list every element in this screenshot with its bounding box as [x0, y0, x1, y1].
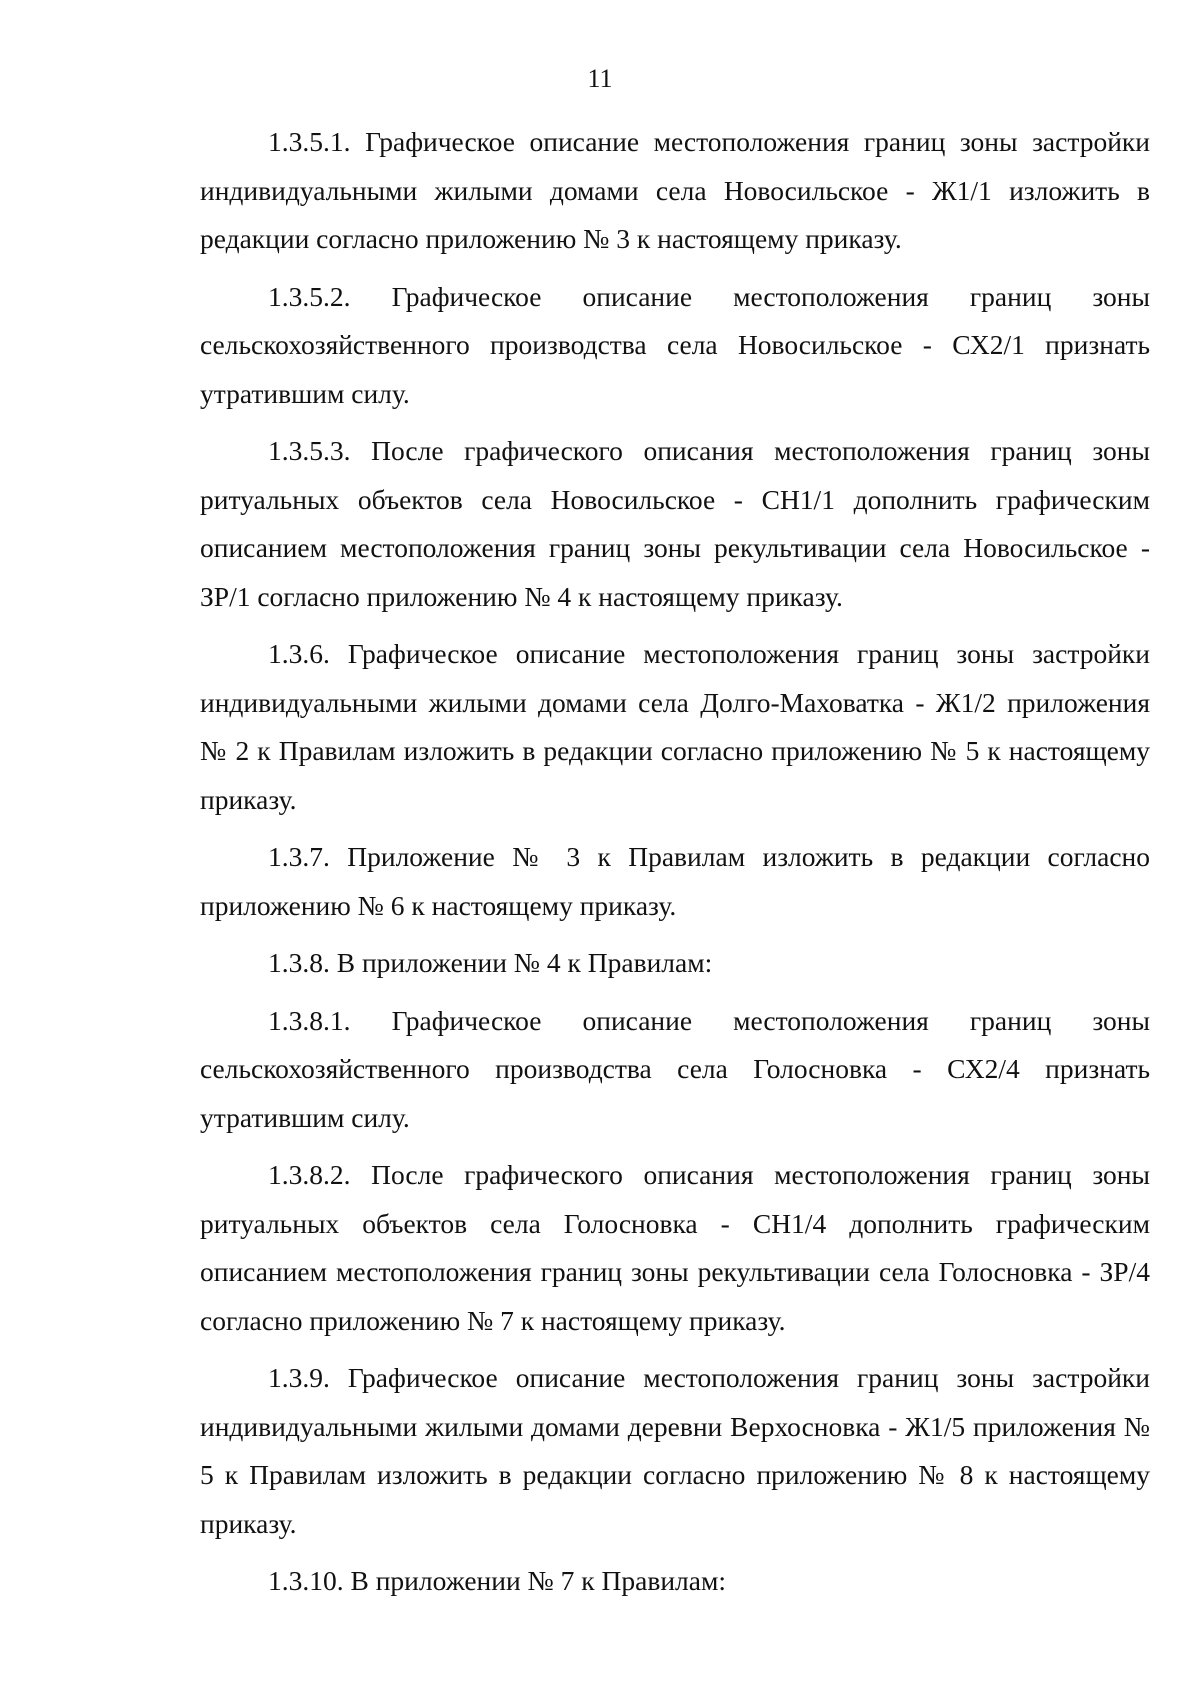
- paragraph-1-3-10: 1.3.10. В приложении № 7 к Правилам:: [268, 1565, 727, 1596]
- paragraph-1-3-5-3: 1.3.5.3. После графического описания местоположения границ зоны ритуальных объектов села Новосильское - СН1/1 дополнить графическим описанием местоположения границ зоны рекультивации села Новосильское - ЗР/1 согласно приложению № 4 к настоящему приказу.: [200, 435, 1150, 612]
- document-body: [200, 118, 1150, 1606]
- paragraph-1-3-9: 1.3.9. Графическое описание местоположения границ зоны застройки индивидуальными жилыми домами деревни Верхосновка - Ж1/5 приложения № 5 к Правилам изложить в редакции согласно приложению № 8 к настоящему приказу.: [200, 1362, 1150, 1539]
- paragraph-1-3-8-1: 1.3.8.1. Графическое описание местоположения границ зоны сельскохозяйственного производства села Голосновка - СХ2/4 признать утратившим силу.: [200, 1004, 1150, 1133]
- paragraph-1-3-5-2: 1.3.5.2. Графическое описание местоположения границ зоны сельскохозяйственного производства села Новосильское - СХ2/1 признать утратившим силу.: [200, 280, 1150, 409]
- paragraph-1-3-7: 1.3.7. Приложение № 3 к Правилам изложить в редакции согласно приложению № 6 к настоящему приказу.: [200, 841, 1150, 921]
- paragraph-1-3-8-2: 1.3.8.2. После графического описания местоположения границ зоны ритуальных объектов села Голосновка - СН1/4 дополнить графическим описанием местоположения границ зоны рекультивации села Голосновка - ЗР/4 согласно приложению № 7 к настоящему приказу.: [200, 1159, 1150, 1336]
- page-number: 11: [587, 64, 613, 93]
- paragraph-1-3-8: 1.3.8. В приложении № 4 к Правилам:: [268, 947, 713, 978]
- paragraph-1-3-6: 1.3.6. Графическое описание местоположения границ зоны застройки индивидуальными жилыми домами села Долго-Маховатка - Ж1/2 приложения № 2 к Правилам изложить в редакции согласно приложению № 5 к настоящему приказу.: [200, 638, 1150, 815]
- paragraph-1-3-5-1: 1.3.5.1. Графическое описание местоположения границ зоны застройки индивидуальными жилыми домами села Новосильское - Ж1/1 изложить в редакции согласно приложению № 3 к настоящему приказу.: [200, 126, 1150, 254]
